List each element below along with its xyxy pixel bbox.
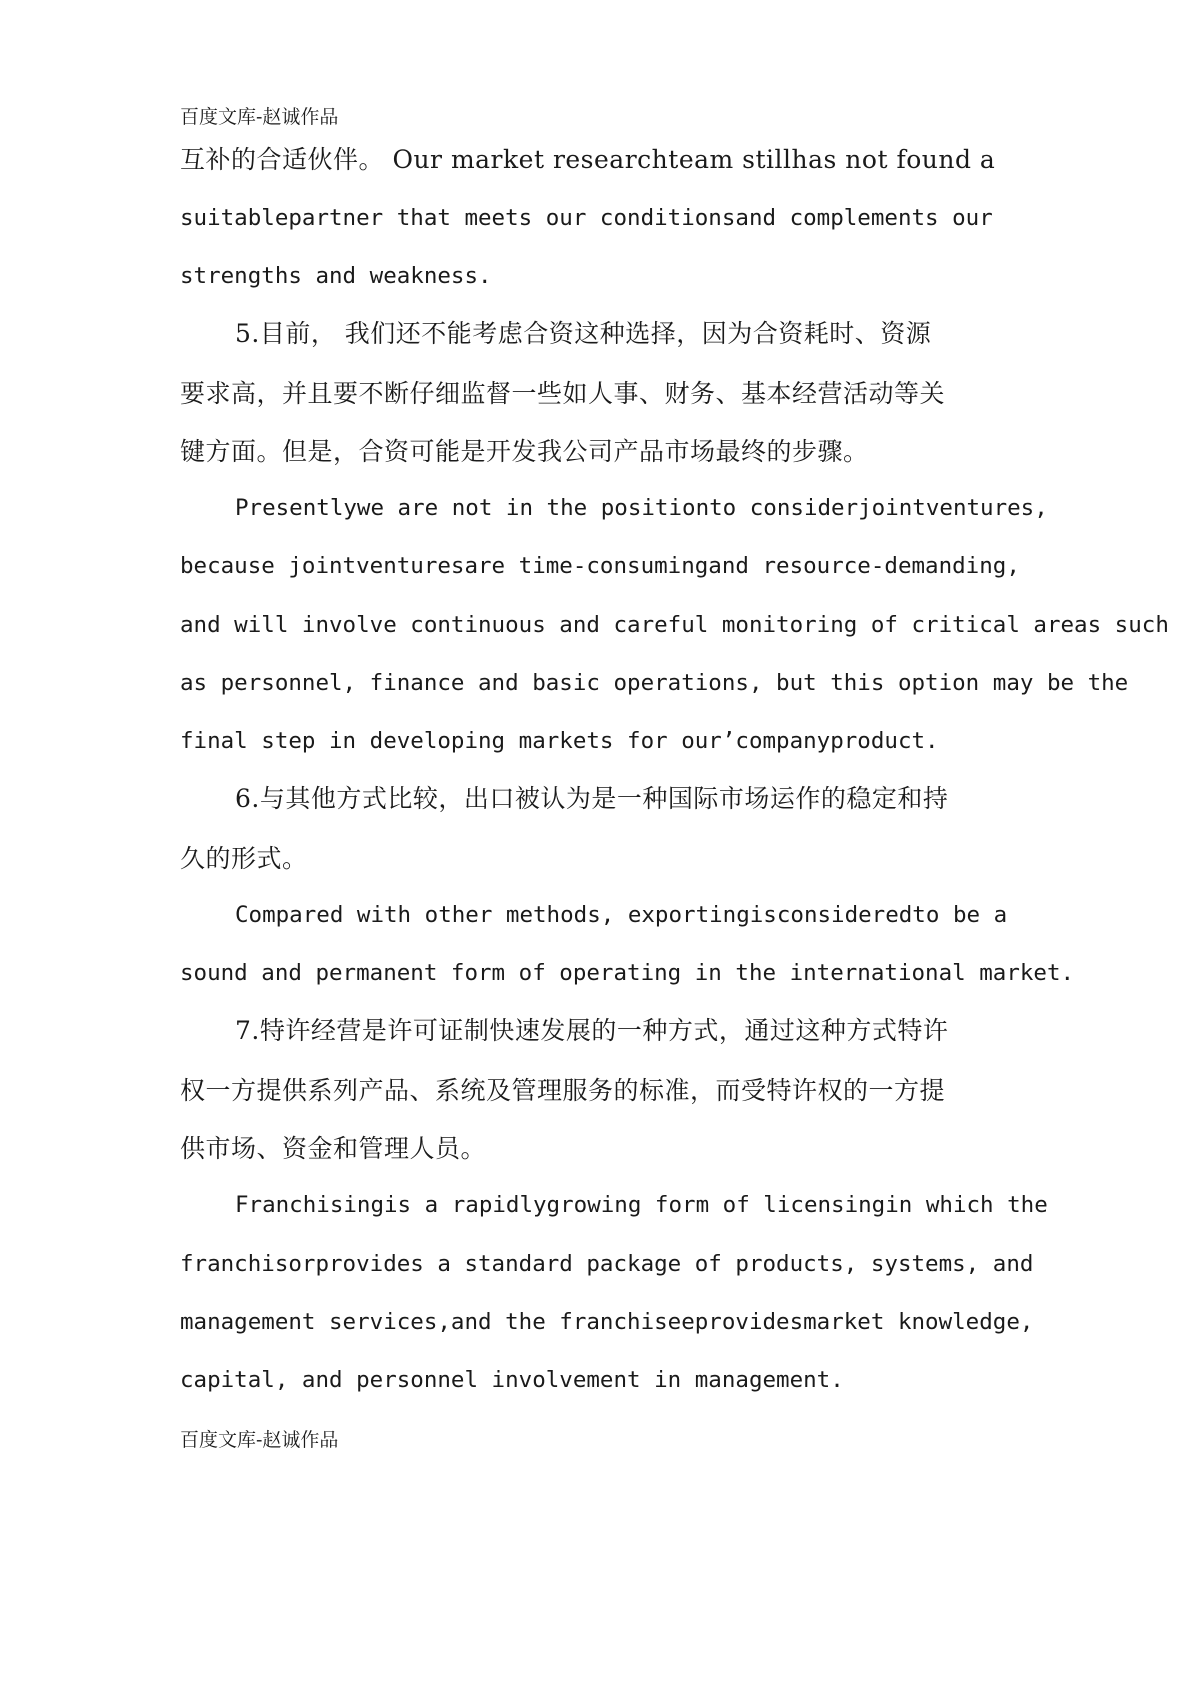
text-line: capital, and personnel involvement in management.: [180, 1367, 844, 1393]
text-line: 7.特许经营是许可证制快速发展的一种方式，通过这种方式特许: [235, 1016, 949, 1045]
text-line: 5.目前， 我们还不能考虑合资这种选择，因为合资耗时、资源: [235, 319, 932, 348]
text-line: 互补的合适伙伴。 Our market researchteam stillhas not found a: [180, 145, 996, 174]
page-footer: 百度文库-赵诚作品: [180, 1429, 339, 1451]
page-header: 百度文库-赵诚作品: [180, 106, 339, 128]
text-line: 权一方提供系列产品、系统及管理服务的标准，而受特许权的一方提: [180, 1076, 946, 1105]
text-line: 久的形式。: [180, 844, 308, 873]
text-line: Compared with other methods, exportingisconsideredto be a: [235, 902, 1008, 928]
text-line: as personnel, finance and basic operations, but this option may be the: [180, 670, 1129, 696]
text-line: franchisorprovides a standard package of products, systems, and: [180, 1251, 1034, 1277]
text-line: 供市场、资金和管理人员。: [180, 1134, 487, 1163]
text-line: and will involve continuous and careful monitoring of critical areas such: [180, 612, 1169, 638]
text-line: management services,and the franchiseeprovidesmarket knowledge,: [180, 1309, 1034, 1335]
text-line: sound and permanent form of operating in the international market.: [180, 960, 1075, 986]
text-line: final step in developing markets for our’companyproduct.: [180, 728, 939, 754]
text-line: Franchisingis a rapidlygrowing form of licensingin which the: [235, 1192, 1048, 1218]
text-line: 键方面。但是，合资可能是开发我公司产品市场最终的步骤。: [180, 437, 869, 466]
text-line: strengths and weakness.: [180, 263, 492, 289]
text-line: 要求高，并且要不断仔细监督一些如人事、财务、基本经营活动等关: [180, 379, 946, 408]
text-line: suitablepartner that meets our conditionsand complements our: [180, 205, 993, 231]
text-line: because jointventuresare time-consumingand resource-demanding,: [180, 553, 1020, 579]
text-line: 6.与其他方式比较，出口被认为是一种国际市场运作的稳定和持: [235, 784, 949, 813]
text-line: Presentlywe are not in the positionto considerjointventures,: [235, 495, 1048, 521]
